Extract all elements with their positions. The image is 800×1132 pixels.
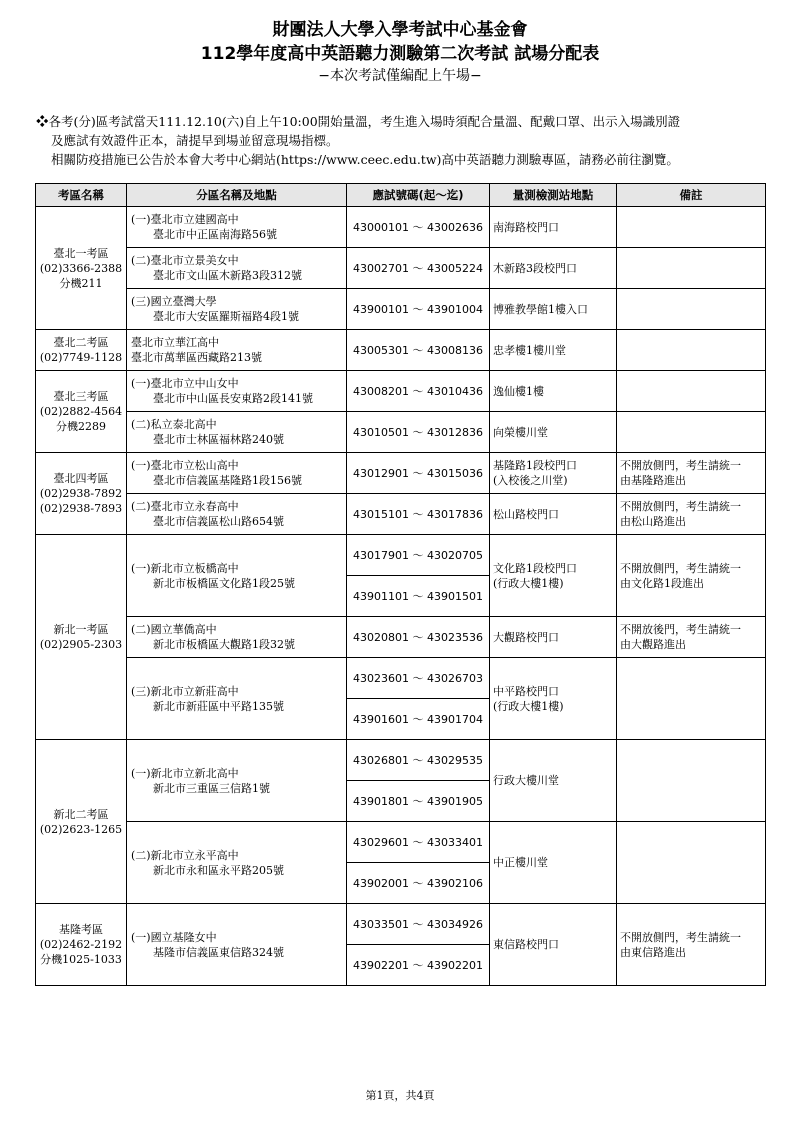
area-phone: (02)3366-2388 [39, 261, 123, 275]
range-cell: 43002701 ～ 43005224 [347, 248, 490, 289]
site-address: 新北市三重區三信路1號 [153, 781, 270, 795]
site-cell [127, 658, 347, 740]
site-name: (一)臺北市立中山女中 [131, 377, 239, 390]
area-cell [36, 330, 127, 371]
site-address: 臺北市中正區南海路56號 [153, 228, 277, 241]
site-name: (一)新北市立板橋高中 [131, 561, 239, 575]
column-header: 考區名稱 [36, 184, 127, 207]
area-cell [36, 453, 127, 535]
range-cell: 43020801 ～ 43023536 [347, 617, 490, 658]
note-cell [617, 330, 766, 371]
note-cell [617, 207, 766, 248]
note-cell [617, 248, 766, 289]
range-cell: 43029601 ～ 43033401 [347, 822, 490, 863]
site-cell [127, 371, 347, 412]
note-cell [617, 371, 766, 412]
site-cell [127, 412, 347, 453]
site-address: 新北市板橋區文化路1段25號 [153, 576, 295, 590]
site-address: 基隆市信義區東信路324號 [153, 945, 284, 959]
site-cell [127, 904, 347, 986]
area-name: 臺北二考區 [53, 336, 109, 349]
site-address: 臺北市萬華區西藏路213號 [131, 351, 262, 364]
table-row [36, 330, 766, 371]
table-row [36, 617, 766, 658]
table-row [36, 412, 766, 453]
range-cell: 43901101 ～ 43901501 [347, 576, 490, 617]
site-name: 臺北市立華江高中 [131, 336, 219, 349]
area-cell [36, 535, 127, 740]
title-block [0, 18, 800, 86]
table-row [36, 822, 766, 863]
column-header: 分區名稱及地點 [127, 184, 347, 207]
note-cell [617, 289, 766, 330]
site-address: 臺北市中山區長安東路2段141號 [153, 392, 313, 405]
page-subtitle: 112學年度高中英語聽力測驗第二次考試 試場分配表 [200, 44, 600, 64]
site-cell [127, 453, 347, 494]
area-name: 臺北一考區 [53, 246, 109, 260]
site-name: (二)國立華僑高中 [131, 623, 217, 636]
area-ext: 分機2289 [56, 420, 106, 433]
range-cell: 43901601 ～ 43901704 [347, 699, 490, 740]
check-cell: 中平路校門口 (行政大樓1樓) [490, 658, 617, 740]
area-phone: (02)2462-2192 [39, 938, 123, 951]
area-phone: (02)2905-2303 [39, 638, 123, 651]
table-row [36, 207, 766, 248]
site-address: 臺北市士林區福林路240號 [153, 433, 284, 446]
range-cell: 43012901 ～ 43015036 [347, 453, 490, 494]
range-cell: 43005301 ～ 43008136 [347, 330, 490, 371]
note-cell [617, 822, 766, 904]
range-cell: 43023601 ～ 43026703 [347, 658, 490, 699]
check-cell: 向榮樓川堂 [490, 412, 617, 453]
area-cell [36, 904, 127, 986]
site-cell [127, 617, 347, 658]
site-cell [127, 248, 347, 289]
note-cell [617, 412, 766, 453]
area-name: 新北二考區 [53, 807, 109, 821]
check-cell: 基隆路1段校門口 (入校後之川堂) [490, 453, 617, 494]
range-cell: 43008201 ～ 43010436 [347, 371, 490, 412]
note-cell: 不開放側門，考生請統一 由文化路1段進出 [617, 535, 766, 617]
note-cell: 不開放後門，考生請統一 由大觀路進出 [617, 617, 766, 658]
site-name: (三)新北市立新莊高中 [131, 684, 239, 698]
site-name: (二)新北市立永平高中 [131, 848, 239, 862]
area-ext: (02)2938-7893 [39, 502, 123, 515]
check-cell: 南海路校門口 [490, 207, 617, 248]
site-cell [127, 207, 347, 248]
check-cell: 中正樓川堂 [490, 822, 617, 904]
check-cell: 文化路1段校門口 (行政大樓1樓) [490, 535, 617, 617]
range-cell: 43900101 ～ 43901004 [347, 289, 490, 330]
column-header: 量測檢測站地點 [490, 184, 617, 207]
check-cell: 東信路校門口 [490, 904, 617, 986]
area-name: 基隆考區 [59, 923, 103, 936]
table-header-row [36, 184, 766, 207]
range-cell: 43017901 ～ 43020705 [347, 535, 490, 576]
site-name: (二)私立泰北高中 [131, 418, 217, 431]
table-row [36, 904, 766, 945]
area-phone: (02)2623-1265 [39, 822, 123, 836]
column-header: 備註 [617, 184, 766, 207]
site-address: 新北市永和區永平路205號 [153, 863, 284, 877]
table-row [36, 289, 766, 330]
range-cell: 43000101 ～ 43002636 [347, 207, 490, 248]
range-cell: 43901801 ～ 43901905 [347, 781, 490, 822]
table-row [36, 494, 766, 535]
range-cell: 43033501 ～ 43034926 [347, 904, 490, 945]
column-header: 應試號碼(起～迄) [347, 184, 490, 207]
table-row [36, 371, 766, 412]
table-row [36, 535, 766, 576]
area-phone: (02)2938-7892 [39, 487, 123, 500]
site-cell [127, 740, 347, 822]
page-title: 財團法人大學入學考試中心基金會 [272, 20, 528, 40]
notice-line: ❖各考(分)區考試當天111.12.10(六)自上午10:00開始量溫，考生進入場時須配合量溫、配戴口罩、出示入場識別證 [36, 114, 681, 129]
table-row [36, 658, 766, 699]
range-cell: 43902001 ～ 43902106 [347, 863, 490, 904]
site-address: 臺北市大安區羅斯福路4段1號 [153, 310, 299, 323]
check-cell: 木新路3段校門口 [490, 248, 617, 289]
site-cell [127, 535, 347, 617]
area-ext: 分機1025-1033 [40, 953, 122, 966]
note-cell: 不開放側門，考生請統一 由東信路進出 [617, 904, 766, 986]
area-name: 新北一考區 [53, 623, 109, 636]
site-name: (二)臺北市立景美女中 [131, 254, 239, 267]
page-footer: 第1頁，共4頁 [365, 1089, 435, 1102]
range-cell: 43015101 ～ 43017836 [347, 494, 490, 535]
table-row [36, 740, 766, 781]
check-cell: 松山路校門口 [490, 494, 617, 535]
notice-line: 相關防疫措施已公告於本會大考中心網站(https://www.ceec.edu.tw)高中英語聽力測驗專區，請務必前往瀏覽。 [51, 152, 679, 167]
note-cell [617, 658, 766, 740]
range-cell: 43010501 ～ 43012836 [347, 412, 490, 453]
check-cell: 行政大樓川堂 [490, 740, 617, 822]
area-phone: (02)7749-1128 [39, 351, 123, 364]
site-name: (一)國立基隆女中 [131, 930, 217, 944]
table-row [36, 248, 766, 289]
notice-block [36, 112, 776, 169]
exam-site-table [35, 183, 766, 986]
check-cell: 逸仙樓1樓 [490, 371, 617, 412]
site-name: (一)臺北市立建國高中 [131, 213, 239, 226]
note-cell: 不開放側門，考生請統一 由松山路進出 [617, 494, 766, 535]
area-cell [36, 207, 127, 330]
page-note-title: −本次考試僅編配上午場− [318, 68, 482, 84]
site-name: (一)新北市立新北高中 [131, 766, 239, 780]
site-cell [127, 494, 347, 535]
area-ext: 分機211 [59, 276, 103, 290]
site-cell [127, 330, 347, 371]
site-name: (二)臺北市立永春高中 [131, 500, 239, 513]
site-address: 臺北市文山區木新路3段312號 [153, 269, 302, 282]
site-cell [127, 822, 347, 904]
site-name: (一)臺北市立松山高中 [131, 459, 239, 472]
note-cell [617, 740, 766, 822]
area-name: 臺北三考區 [53, 390, 109, 403]
area-cell [36, 371, 127, 453]
area-phone: (02)2882-4564 [39, 405, 123, 418]
site-address: 新北市板橋區大觀路1段32號 [153, 638, 295, 651]
area-name: 臺北四考區 [53, 472, 109, 485]
site-address: 臺北市信義區基隆路1段156號 [153, 474, 302, 487]
note-cell: 不開放側門，考生請統一 由基隆路進出 [617, 453, 766, 494]
notice-line: 及應試有效證件正本，請提早到場並留意現場指標。 [51, 133, 339, 148]
area-cell [36, 740, 127, 904]
check-cell: 博雅教學館1樓入口 [490, 289, 617, 330]
check-cell: 大觀路校門口 [490, 617, 617, 658]
site-name: (三)國立臺灣大學 [131, 295, 217, 308]
site-address: 新北市新莊區中平路135號 [153, 699, 284, 713]
range-cell: 43026801 ～ 43029535 [347, 740, 490, 781]
table-row [36, 453, 766, 494]
range-cell: 43902201 ～ 43902201 [347, 945, 490, 986]
site-address: 臺北市信義區松山路654號 [153, 515, 284, 528]
check-cell: 忠孝樓1樓川堂 [490, 330, 617, 371]
site-cell [127, 289, 347, 330]
